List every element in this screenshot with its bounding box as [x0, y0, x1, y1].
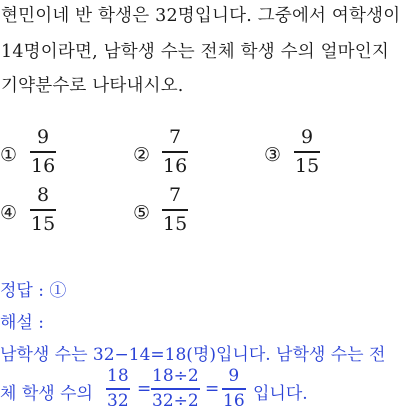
question-line-3: 기약분수로 나타내시오.	[1, 76, 184, 96]
equals-sign: =	[205, 379, 220, 399]
denominator: 15	[163, 212, 188, 235]
choice-number: ②	[133, 144, 151, 166]
numerator: 9	[301, 126, 314, 148]
choice-number: ③	[264, 144, 282, 166]
fraction-bar	[30, 209, 56, 211]
choice-fraction	[30, 184, 56, 236]
fraction-bar	[162, 209, 188, 211]
denominator: 32÷2	[152, 390, 199, 411]
choice-fraction	[162, 126, 188, 178]
explanation-prefix: 체 학생 수의	[0, 384, 93, 404]
question-line-1: 현민이네 반 학생은 32명입니다. 그중에서 여학생이	[1, 6, 400, 26]
numerator: 8	[37, 184, 50, 206]
numerator: 9	[228, 366, 240, 386]
question-line-2: 14명이라면, 남학생 수는 전체 학생 수의 얼마인지	[1, 42, 390, 62]
choice-fraction	[294, 126, 320, 178]
choice-number: ①	[0, 144, 18, 166]
explanation-fraction	[151, 367, 200, 411]
denominator: 32	[107, 390, 129, 411]
answer-label: 정답 : ①	[0, 281, 67, 301]
choice-number: ⑤	[133, 202, 151, 224]
fraction-bar	[30, 151, 56, 153]
explanation-fraction	[222, 367, 246, 411]
denominator: 16	[223, 390, 245, 411]
fraction-bar	[294, 151, 320, 153]
explanation-label: 해설 :	[0, 313, 44, 333]
explanation-suffix: 입니다.	[253, 384, 308, 404]
numerator: 7	[169, 184, 182, 206]
denominator: 15	[31, 212, 56, 235]
explanation-fraction	[106, 367, 130, 411]
fraction-bar	[106, 388, 130, 390]
denominator: 15	[295, 154, 320, 177]
fraction-bar	[151, 388, 200, 390]
numerator: 18÷2	[152, 366, 199, 386]
numerator: 7	[169, 126, 182, 148]
numerator: 9	[37, 126, 50, 148]
numerator: 18	[107, 366, 129, 386]
equals-sign: =	[137, 379, 152, 399]
denominator: 16	[31, 154, 56, 177]
explanation-line-1: 남학생 수는 32−14=18(명)입니다. 남학생 수는 전	[0, 345, 386, 365]
fraction-bar	[222, 388, 246, 390]
choice-number: ④	[0, 202, 18, 224]
choice-fraction	[30, 126, 56, 178]
fraction-bar	[162, 151, 188, 153]
denominator: 16	[163, 154, 188, 177]
choice-fraction	[162, 184, 188, 236]
